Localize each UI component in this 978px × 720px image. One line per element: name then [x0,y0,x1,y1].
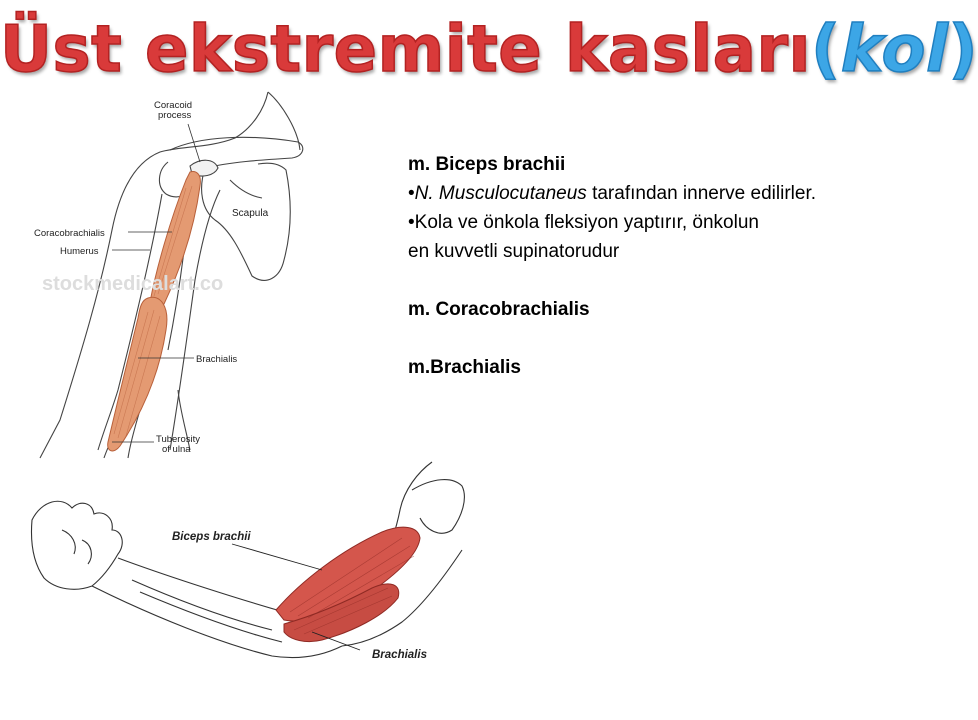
arm-anatomy-illustration [30,90,350,460]
label-brachialis-bottom: Brachialis [372,649,427,661]
title-main: Üst ekstremite kasları [0,13,811,87]
bullet-innervation [408,179,928,208]
title-paren-open: ( [810,13,841,87]
label-process: process [158,110,192,121]
label-of-ulna: of ulna [162,444,191,455]
bullet-1: • [408,183,415,204]
innervation-text: tarafından innerve edilirler. [586,183,816,204]
function-text-line2: en kuvvetli supinatorudur [408,241,620,262]
heading-brachialis: m.Brachialis [408,357,521,378]
function-text-line1: Kola ve önkola fleksiyon yaptırır, önkolun [414,212,759,233]
watermark-text: stockmedicalart.co [42,273,224,295]
label-tuberosity: Tuberosity [156,434,200,445]
forearm-anatomy-illustration [22,460,472,680]
nerve-name: N. Musculocutaneus [414,183,587,204]
content-text [408,150,928,382]
slide-title [0,8,978,92]
label-coracoid: Coracoid [154,100,193,111]
label-biceps-brachii: Biceps brachii [172,531,251,543]
bullet-function [408,208,928,237]
label-coracobrachialis: Coracobrachialis [34,228,105,239]
label-humerus: Humerus [60,246,99,257]
label-brachialis-top: Brachialis [196,354,238,365]
heading-coracobrachialis: m. Coracobrachialis [408,299,590,320]
title-paren-close: ) [948,13,978,87]
heading-biceps-brachii: m. Biceps brachii [408,154,566,175]
bullet-2: • [408,212,415,233]
title-kol: kol [840,13,949,87]
label-scapula: Scapula [232,208,269,219]
biceps-leader [232,544,322,570]
